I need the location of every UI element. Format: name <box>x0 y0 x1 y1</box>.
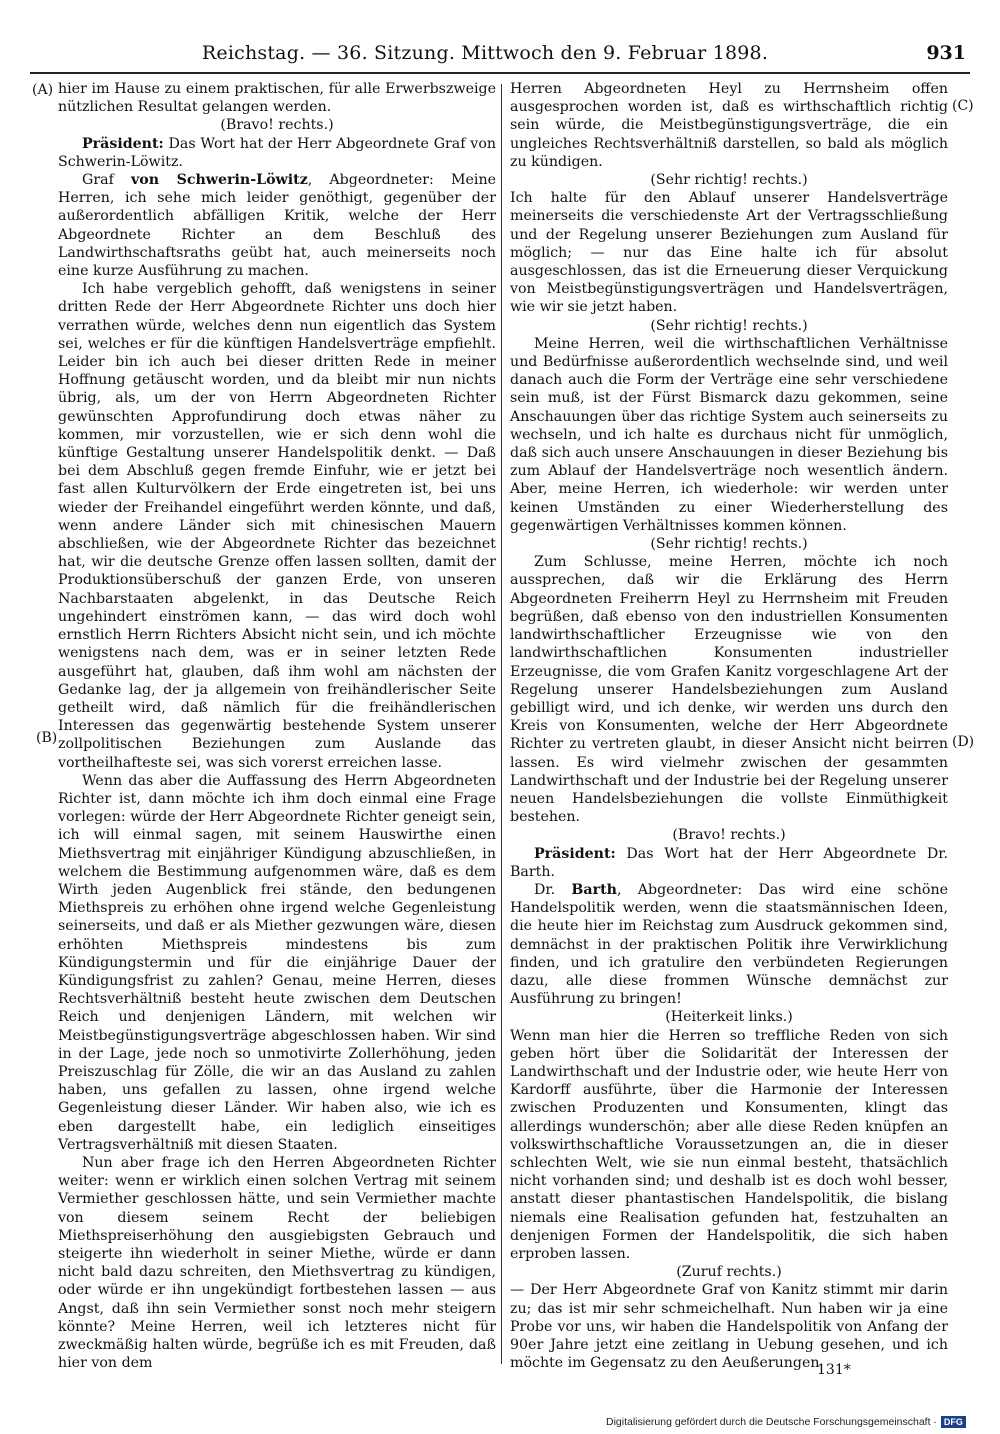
page-number: 931 <box>926 42 966 64</box>
paragraph-text: , Abgeordneter: Meine Herren, ich sehe mich leider genöthigt, gegenüber der außerordentlich abfälligen Kritik, welche der Herr Abgeordnete Richter an dem Beschluß des Landwirthschaftsraths geübt hat, auch meinerseits noch eine kurze Ausführung zu machen. <box>58 172 496 280</box>
speaker-name: Präsident: <box>82 135 164 152</box>
interjection: (Zuruf rechts.) <box>676 1264 782 1281</box>
paragraph <box>58 135 496 171</box>
paragraph: Ich habe vergeblich gehofft, daß wenigstens in seiner dritten Rede der Herr Abgeordnete Richter uns doch hier verrathen würde, welches denn nun eigentlich das System sei, welches er für die künftigen Handelsverträge empfiehlt. Leider bin ich auch bei dieser dritten Rede in meiner Hoffnung getäuscht worden, und da bleibt mir nun nichts übrig, als, um der von Herrn Abgeordneten Richter gewünschten Approfundirung doch etwas näher zu kommen, mir vorzustellen, wie er sich denn wohl die künftige Gestaltung unserer Handelspolitik denkt. — Daß bei dem Abschluß gegen fremde Einfuhr, wie er jetzt bei fast allen Kulturvölkern der Erde eingetreten ist, bei uns wieder der Freihandel eingeführt werden könnte, und daß, wenn andere Länder sich mit chinesischen Mauern abschließen, wie der Abgeordnete Richter das bezeichnet hat, wir die deutsche Grenze offen lassen sollten, damit der Produktionsüberschuß der ganzen Erde, von unseren Nachbarstaaten abgelenkt, in das Deutsche Reich ungehindert einströmen kann, — das wird doch wohl ernstlich Herrn Richters Absicht nicht sein, und ich möchte wenigstens nach dem, was er in seiner letzten Rede ausgeführt hat, glauben, daß ihm wohl am nächsten der Gedanke lag, der ja allgemein von freihändlerischer Seite getheilt wird, daß nämlich für die freihändlerischen Interessen das gegenwärtig bestehende System unserer zollpolitischen Beziehungen zum Auslande das vortheilhafteste sei, was sich vorerst erreichen lasse. <box>58 281 496 771</box>
paragraph-text: Das Wort hat der Herr Abgeordnete Graf von Schwerin-Löwitz. <box>58 135 496 170</box>
interjection: (Heiterkeit links.) <box>665 1009 793 1026</box>
speaker-name: von Schwerin-Löwitz <box>130 172 308 189</box>
margin-marker-d: (D) <box>952 734 975 750</box>
margin-marker-c: (C) <box>952 98 974 114</box>
paragraph: Zum Schlusse, meine Herren, möchte ich noch aussprechen, daß wir die Erklärung des Herrn Abgeordneten Freiherrn Heyl zu Herrnsheim mit Freuden begrüßen, daß ebenso von den industriellen Konsumenten landwirthschaftlicher Erzeugnisse wie von den landwirthschaftlichen Konsumenten industrieller Erzeugnisse, die vom Grafen Kanitz vorgeschlagene Art der Regelung unserer Handelsbeziehungen zum Ausland gebilligt wird, und ich denke, wir werden uns durch den Kreis von Konsumenten, welche der Herr Abgeordnete Richter zu vertreten glaubt, in dieser Ansicht nicht beirren lassen. Es wird vielmehr zwischen der gesammten Landwirthschaft und der Industrie bei der Regelung unserer neuen Handelsbeziehungen die vollste Einmüthigkeit bestehen. <box>510 554 948 826</box>
footer-text: Digitalisierung gefördert durch die Deutsche Forschungsgemeinschaft · <box>606 1416 937 1428</box>
paragraph: Ich halte für den Ablauf unserer Handelsverträge meinerseits die verschiedenste Art der Vertragsschließung und der Regelung unserer Beziehungen zum Ausland für möglich; — nur das Eine halte ich für absolut ausgeschlossen, das ist die Erneuerung dieser Verquickung von Meistbegünstigungsverträgen und Handelsverträgen, wie wir sie jetzt haben. <box>510 190 948 316</box>
column-divider <box>501 84 502 1364</box>
speaker-title: Dr. <box>534 881 572 898</box>
interjection: (Bravo! rechts.) <box>220 117 334 134</box>
speaker-name: Barth <box>571 881 617 898</box>
printer-signature: 131* <box>817 1362 851 1378</box>
dfg-logo: DFG <box>941 1416 966 1428</box>
paragraph: — Der Herr Abgeordnete Graf von Kanitz stimmt mir darin zu; das ist mir sehr schmeichelhaft. Nun haben wir ja eine Probe vor uns, wir haben die Handelspolitik von Anfang der 90er Jahre jetzt eine zeitlang in Uebung gesehen, und ich möchte im Gegensatz zu den Aeußerungen <box>510 1282 948 1372</box>
paragraph <box>58 171 496 280</box>
speaker-title: Graf <box>82 172 131 189</box>
paragraph: Nun aber frage ich den Herren Abgeordneten Richter weiter: wenn er wirklich einen solchen Vertrag mit seinem Vermiether geschlossen hätte, und sein Vermiether machte von diesem seinem Recht der beliebigen Miethspreiserhöhung den ausgiebigsten Gebrauch und steigerte ihn wiederholt in seiner Miethe, würde er dann nicht bald dazu schreiten, den Miethsvertrag zu kündigen, oder würde er ihn ungekündigt fortbestehen lassen — aus Angst, daß ihn sein Vermiether sonst noch mehr steigern könnte? Meine Herren, weil ich letzteres nicht für zweckmäßig halten würde, begrüße ich es mit Freuden, daß hier von dem <box>58 1154 496 1372</box>
interjection: (Sehr richtig! rechts.) <box>650 172 808 189</box>
paragraph: Wenn man hier die Herren so treffliche Reden von sich geben hört über die Solidarität der Interessen der Landwirthschaft und der Industrie oder, wie heute Herr von Kardorff ausführte, über die Harmonie der Interessen zwischen Produzenten und Konsumenten, klingt das allerdings wunderschön; aber alle diese Reden knüpfen an volkswirthschaftliche Voraussetzungen an, die in dieser schlechten Welt, wie sie nun einmal besteht, thatsächlich nicht vorhanden sind; und deshalb ist es doch wohl besser, anstatt dieser phantastischen Handelspolitik, die bislang niemals eine Realisation gefunden hat, festzuhalten an denjenigen Formen der Handelspolitik, die sich haben erproben lassen. <box>510 1027 948 1262</box>
paragraph: Herren Abgeordneten Heyl zu Herrnsheim offen ausgesprochen worden ist, daß es wirthschaftlich richtig sein würde, die Meistbegünstigungsverträge, die ein ungleiches Rechtsverhältniß darstellen, so bald als möglich zu kündigen. <box>510 81 948 170</box>
paragraph <box>510 881 948 1008</box>
left-column <box>58 80 496 1372</box>
paragraph: Meine Herren, weil die wirthschaftlichen Verhältnisse und Bedürfnisse außerordentlich wechselnde sind, und weil danach auch die Form der Verträge eine sehr verschiedene sein muß, ist der Fürst Bismarck dazu gekommen, seine Anschauungen über das richtige System auch seinerseits zu wechseln, und ich halte es durchaus nicht für unmöglich, daß sich auch unsere Anschauungen in dieser Beziehung bis zum Ablauf der Handelsverträge noch wesentlich ändern. Aber, meine Herren, ich wiederhole: wir werden unter keinen Umständen zu einer Wiederherstellung des gegenwärtigen Verhältnisses kommen können. <box>510 335 948 534</box>
paragraph <box>510 845 948 881</box>
paragraph-text: Das Wort hat der Herr Abgeordnete Dr. Barth. <box>510 845 948 880</box>
interjection: (Bravo! rechts.) <box>672 827 786 844</box>
margin-marker-b: (B) <box>36 730 58 746</box>
running-title: Reichstag. — 36. Sitzung. Mittwoch den 9. Februar 1898. <box>201 42 769 64</box>
paragraph: hier im Hause zu einem praktischen, für alle Erwerbszweige nützlichen Resultat gelangen werden. <box>58 81 496 116</box>
interjection: (Sehr richtig! rechts.) <box>650 317 808 334</box>
interjection: (Sehr richtig! rechts.) <box>650 536 808 553</box>
margin-marker-a: (A) <box>32 82 54 98</box>
digitization-footer <box>606 1416 966 1428</box>
speaker-name: Präsident: <box>534 845 616 862</box>
paragraph: Wenn das aber die Auffassung des Herrn Abgeordneten Richter ist, dann möchte ich ihm doch einmal eine Frage vorlegen: würde der Herr Abgeordnete Richter geneigt sein, ich will einmal sagen, mit seinem Hauswirthe einen Miethsvertrag mit einjähriger Kündigung abzuschließen, in welchem die Bestimmung aufgenommen wäre, daß es dem Wirth jeden Augenblick frei stände, den bedungenen Miethspreis zu erhöhen ohne irgend welche Gegenleistung seinerseits, und daß er als Miether gezwungen wäre, diesen erhöhten Miethspreis mindestens bis zum Kündigungstermin und für die einjährige Dauer der Kündigungsfrist zu zahlen? Genau, meine Herren, dieses Rechtsverhältniß besteht heute zwischen dem Deutschen Reich und denjenigen Ländern, mit welchen wir Meistbegünstigungsverträge abgeschlossen haben. Wir sind in der Lage, jede noch so unmotivirte Zollerhöhung, jeden Preiszuschlag für Zölle, die wir an das Ausland zu zahlen haben, uns gefallen zu lassen, ohne irgend welche Gegenleistung dieser Länder. Wir haben also, wie ich es eben dargestellt habe, ein lediglich einseitiges Vertragsverhältniß mit diesen Staaten. <box>58 772 496 1153</box>
paragraph-text: , Abgeordneter: Das wird eine schöne Handelspolitik werden, wenn die staatsmännischen Ideen, die heute hier im Reichstag zum Ausdruck gekommen sind, demnächst in der praktischen Politik ihre Verwirklichung finden, und ich gratulire den verbündeten Regierungen dazu, alle diese frommen Wünsche demnächst zur Ausführung zu bringen! <box>510 881 948 1008</box>
right-column <box>510 80 948 1372</box>
header-rule <box>30 72 970 74</box>
